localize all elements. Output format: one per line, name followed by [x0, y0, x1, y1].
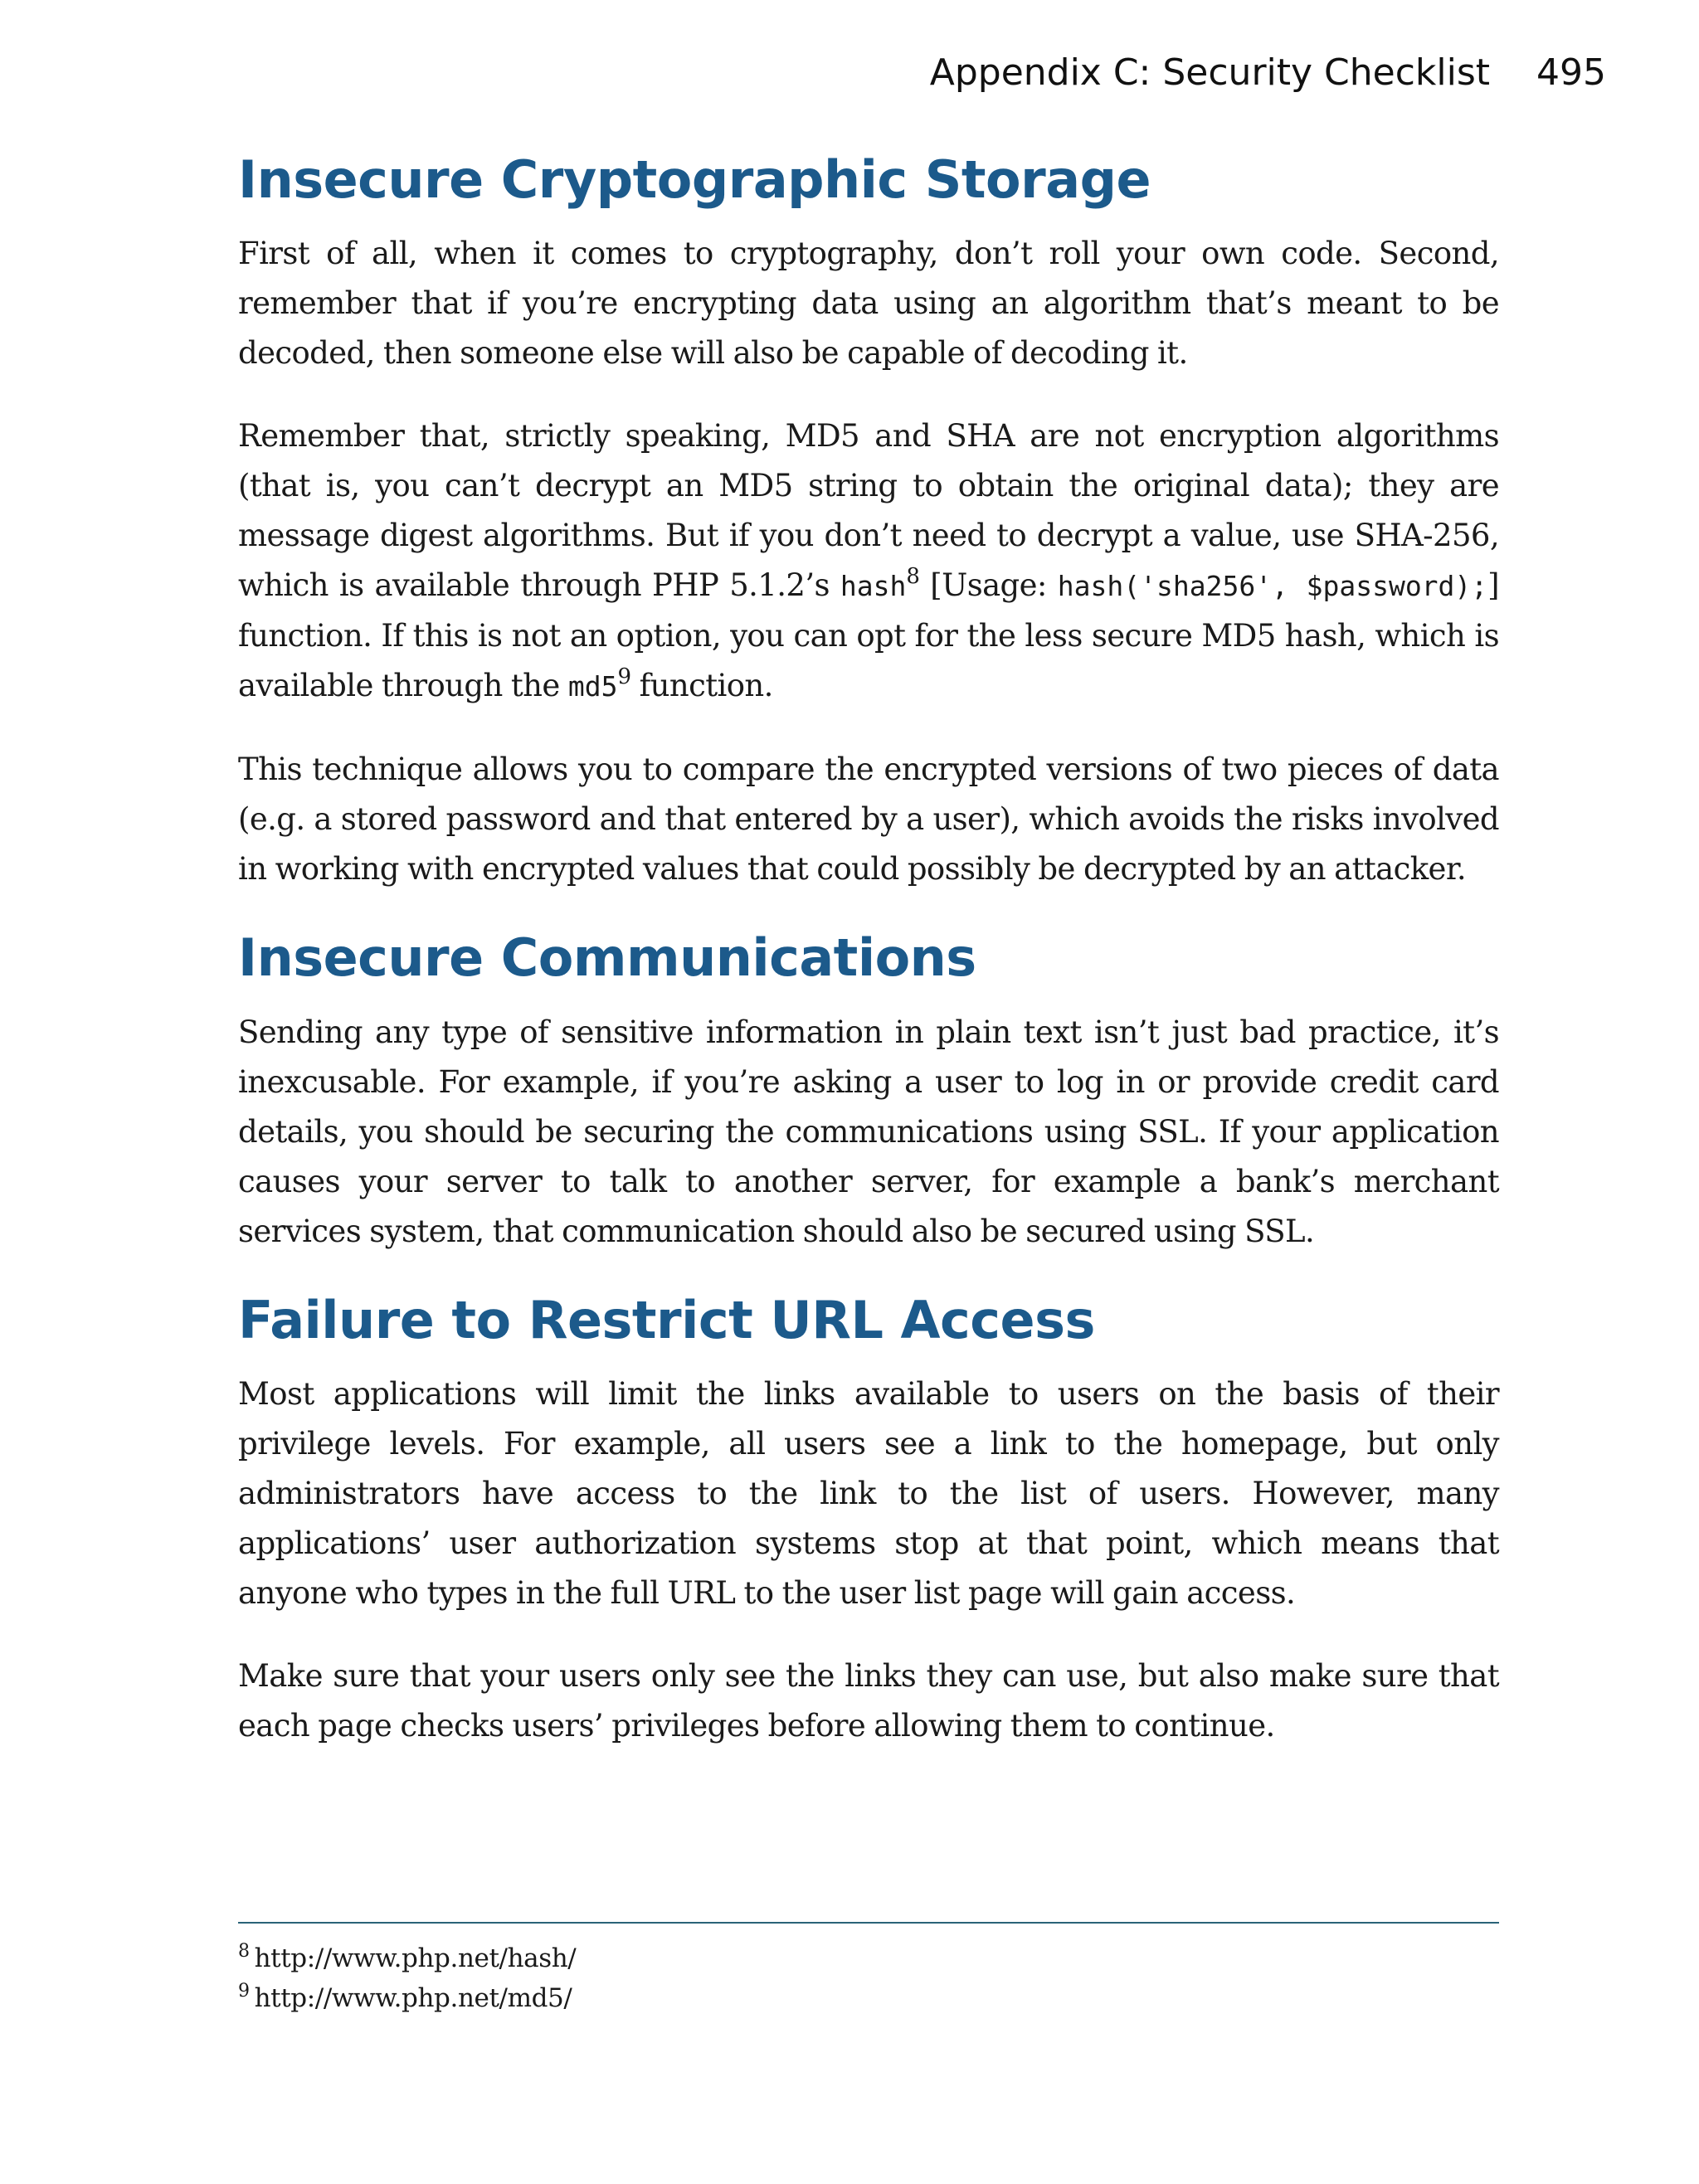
paragraph-hash-usage	[238, 411, 1499, 712]
running-header	[930, 51, 1606, 94]
inline-code-md5: md5	[567, 670, 618, 703]
footnote-link-hash[interactable]: http://www.php.net/hash/	[254, 1943, 577, 1973]
inline-code-usage: hash('sha256', $password);	[1057, 570, 1488, 603]
text-run: function.	[630, 668, 773, 704]
footnote-ref-8[interactable]: 8	[906, 564, 920, 590]
footnotes	[238, 1922, 1499, 2018]
section-heading-cryptographic-storage: Insecure Cryptographic Storage	[238, 149, 1151, 210]
paragraph: First of all, when it comes to cryptography, don’t roll your own code. Second, remember that if you’re encrypting data using an algorithm that’s meant to be decoded, then someone else will also be capable of decoding it.	[238, 236, 1499, 372]
paragraph: Most applications will limit the links available to users on the basis of their privilege levels. For example, all users see a link to the homepage, but only administrators have access to the link to the list of users. However, many applications’ user authorization systems stop at that point, which means that anyone who types in the full URL to the user list page will gain access.	[238, 1376, 1499, 1612]
footnote-8	[238, 1938, 1499, 1978]
footnote-number: 8	[238, 1941, 250, 1962]
page-body	[238, 149, 1499, 1784]
footnote-9	[238, 1978, 1499, 2018]
running-title: Appendix C: Security Checklist	[929, 51, 1491, 94]
paragraph: Sending any type of sensitive information in plain text isn’t just bad practice, it’s inexcusable. For example, if you’re asking a user to log in or provide credit card details, you should be securing the communications using SSL. If your application causes your server to talk to another server, for example a bank’s merchant services system, that communication should also be secured using SSL.	[238, 1014, 1499, 1249]
paragraph: Make sure that your users only see the links they can use, but also make sure that each page checks users’ privileges before allowing them to continue.	[238, 1658, 1499, 1744]
page-number: 495	[1536, 51, 1606, 94]
footnote-link-md5[interactable]: http://www.php.net/md5/	[254, 1983, 572, 2013]
footnote-number: 9	[238, 1981, 250, 2002]
section-heading-communications: Insecure Communications	[238, 927, 976, 989]
paragraph: This technique allows you to compare the encrypted versions of two pieces of data (e.g. a stored password and that entered by a user), which avoids the risks involved in working with encrypted values that could possibly be decrypted by an attacker.	[238, 752, 1499, 888]
footnote-ref-9[interactable]: 9	[617, 664, 631, 690]
inline-code-hash: hash	[840, 570, 907, 603]
text-run: Remember that, strictly speaking, MD5 and SHA are not encryption algorithms (that is, you can’t decrypt an MD5 string to obtain the original data); they are message digest algorithms. But if you don’t need to decrypt a value, use SHA-256, which is available through PHP 5.1.2’s	[238, 418, 1499, 604]
text-run: [Usage:	[919, 567, 1058, 604]
text-run: ] function. If this is not an option, you can opt for the less secure MD5 hash, which is available through the	[238, 567, 1499, 704]
section-heading-url-access: Failure to Restrict URL Access	[238, 1289, 1095, 1350]
